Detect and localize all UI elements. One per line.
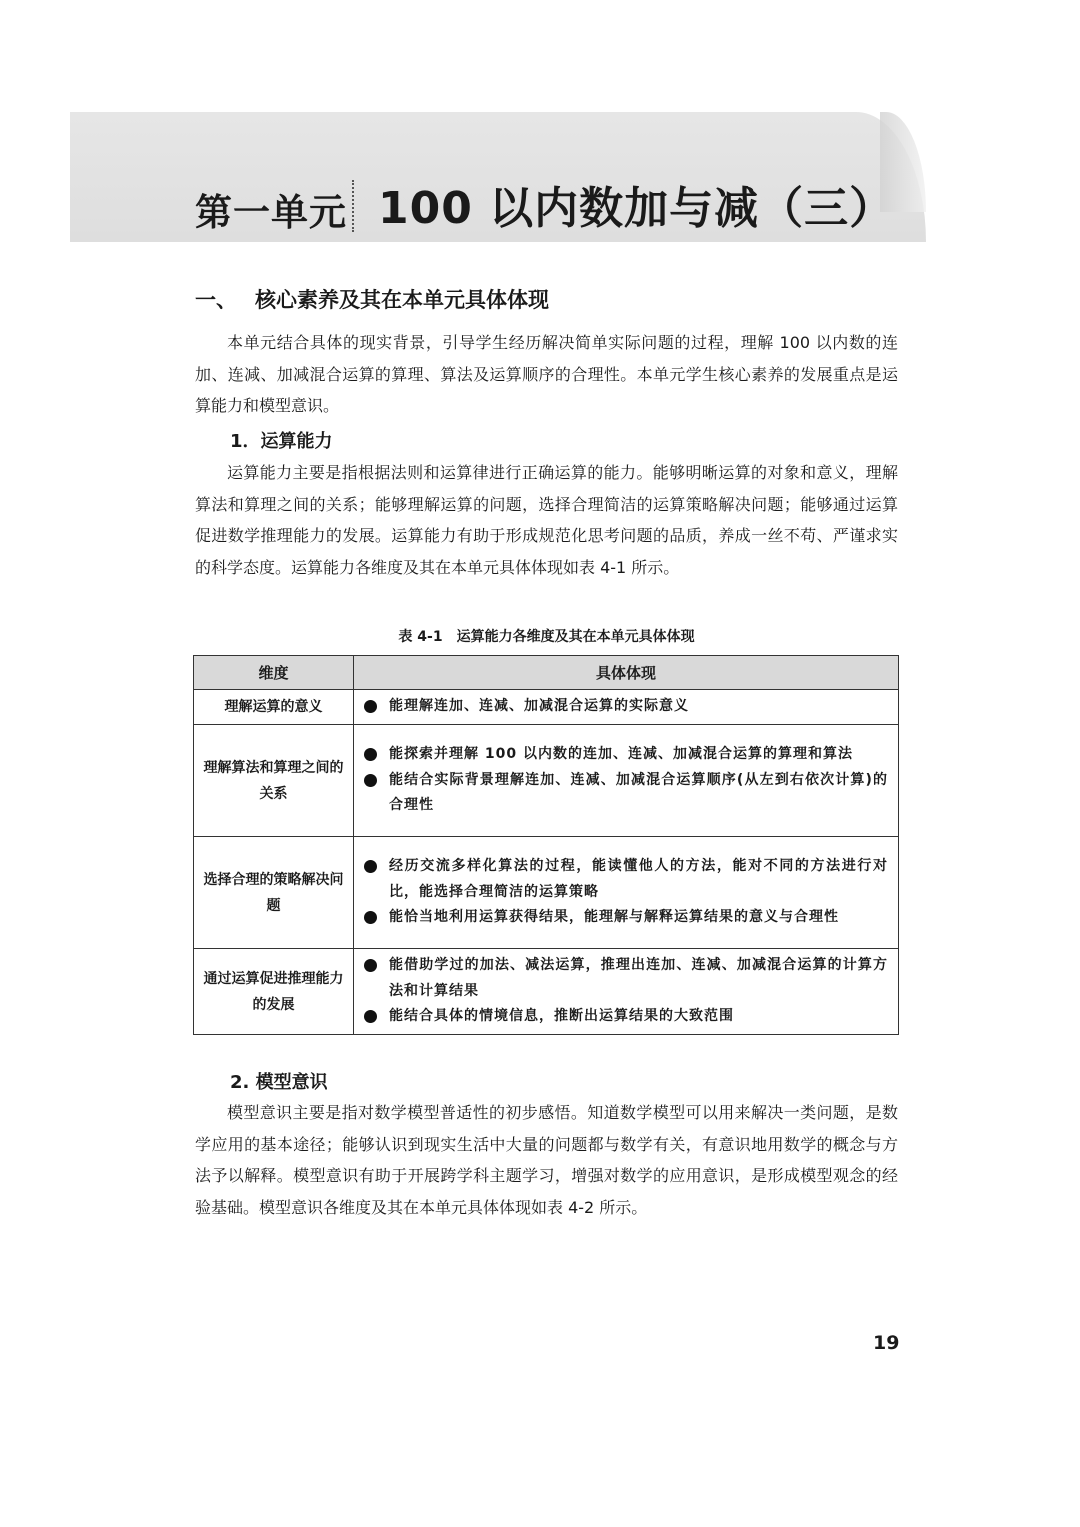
bullet-item: 能结合实际背景理解连加、连减、加减混合运算顺序(从左到右依次计算)的合理性 bbox=[362, 768, 888, 819]
unit-title: 100 以内数加与减（三） bbox=[378, 183, 895, 234]
table-row bbox=[194, 837, 899, 949]
bullet-item: 经历交流多样化算法的过程，能读懂他人的方法，能对不同的方法进行对比，能选择合理简洁的运算策略 bbox=[362, 854, 888, 905]
bullet-dot-icon bbox=[364, 700, 377, 713]
dimension-cell: 通过运算促进推理能力的发展 bbox=[194, 949, 354, 1035]
computation-paragraph: 运算能力主要是指根据法则和运算律进行正确运算的能力。能够明晰运算的对象和意义，理解算法和算理之间的关系；能够理解运算的问题，选择合理简洁的运算策略解决问题；能够通过运算促进数学推理能力的发展。运算能力有助于形成规范化思考问题的品质，养成一丝不苟、严谨求实的科学态度。运算能力各维度及其在本单元具体体现如表 4-1 所示。 bbox=[195, 463, 898, 577]
table-header-manifestation: 具体体现 bbox=[354, 656, 899, 690]
bullet-item: 能恰当地利用运算获得结果，能理解与解释运算结果的意义与合理性 bbox=[362, 905, 888, 931]
table-caption: 表 4-1 运算能力各维度及其在本单元具体体现 bbox=[398, 629, 695, 645]
bullet-dot-icon bbox=[364, 1010, 377, 1023]
section-title: 核心素养及其在本单元具体体现 bbox=[255, 288, 549, 312]
intro-paragraph: 本单元结合具体的现实背景，引导学生经历解决简单实际问题的过程，理解 100 以内数的连加、连减、加减混合运算的算理、算法及运算顺序的合理性。本单元学生核心素养的发展重点是运算能力和模型意识。 bbox=[195, 333, 898, 415]
dimension-cell: 理解算法和算理之间的关系 bbox=[194, 725, 354, 837]
bullet-item: 能结合具体的情境信息，推断出运算结果的大致范围 bbox=[362, 1004, 888, 1030]
page-number: 19 bbox=[873, 1332, 900, 1354]
dimension-table bbox=[193, 655, 899, 1035]
dimension-cell: 理解运算的意义 bbox=[194, 690, 354, 725]
table-header-row bbox=[194, 656, 899, 690]
bullet-item: 能借助学过的加法、减法运算，推理出连加、连减、加减混合运算的计算方法和计算结果 bbox=[362, 953, 888, 1004]
bullet-dot-icon bbox=[364, 911, 377, 924]
section-number: 一、 bbox=[195, 288, 237, 312]
bullet-dot-icon bbox=[364, 774, 377, 787]
table-row bbox=[194, 725, 899, 837]
unit-label: 第一单元 bbox=[195, 191, 347, 234]
manifestation-cell bbox=[354, 949, 899, 1035]
manifestation-cell bbox=[354, 837, 899, 949]
bullet-dot-icon bbox=[364, 959, 377, 972]
subsection-heading-computation: 1．运算能力 bbox=[230, 431, 333, 452]
model-paragraph: 模型意识主要是指对数学模型普适性的初步感悟。知道数学模型可以用来解决一类问题，是数学应用的基本途径；能够认识到现实生活中大量的问题都与数学有关，有意识地用数学的概念与方法予以解释。模型意识有助于开展跨学科主题学习，增强对数学的应用意识，是形成模型观念的经验基础。模型意识各维度及其在本单元具体体现如表 4-2 所示。 bbox=[195, 1103, 898, 1217]
unit-divider bbox=[352, 180, 354, 232]
bullet-item: 能探索并理解 100 以内数的连加、连减、加减混合运算的算理和算法 bbox=[362, 742, 888, 768]
manifestation-cell bbox=[354, 725, 899, 837]
subsection-heading-model: 2. 模型意识 bbox=[230, 1072, 328, 1093]
bullet-dot-icon bbox=[364, 860, 377, 873]
dimension-cell: 选择合理的策略解决问题 bbox=[194, 837, 354, 949]
table-row bbox=[194, 690, 899, 725]
table-header-dimension: 维度 bbox=[194, 656, 354, 690]
manifestation-cell bbox=[354, 690, 899, 725]
bullet-dot-icon bbox=[364, 748, 377, 761]
section-heading bbox=[195, 284, 549, 314]
table-row bbox=[194, 949, 899, 1035]
bullet-item: 能理解连加、连减、加减混合运算的实际意义 bbox=[362, 694, 888, 720]
